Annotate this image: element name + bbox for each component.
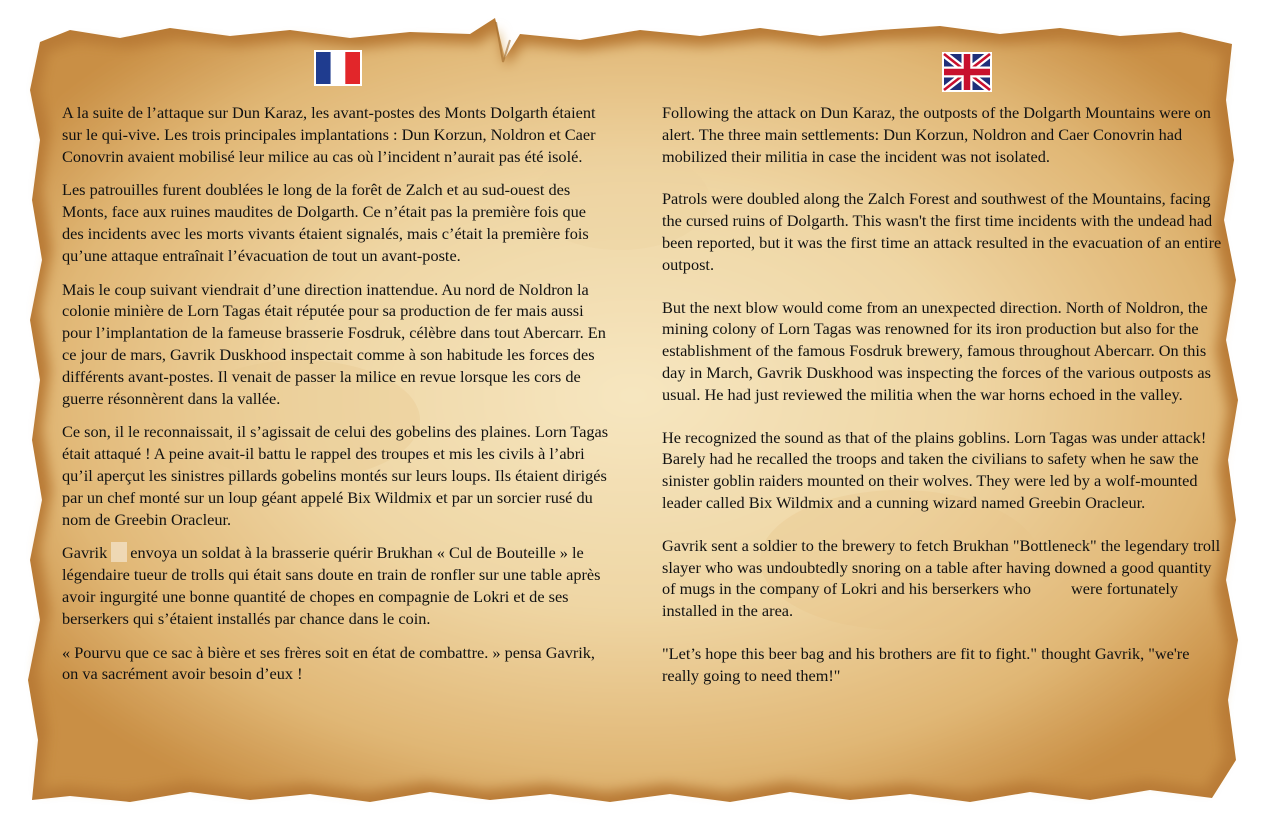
french-flag-icon xyxy=(314,50,362,86)
english-paragraph-3: But the next blow would come from an unexpected direction. North of Noldron, the mining colony of Lorn Tagas was renowned for its iron production but also for the establishment of the famous Fosdruk brewery, famous throughout Abercarr. On this day in March, Gavrik Duskhood was inspecting the forces of the various outposts as usual. He had just reviewed the militia when the war horns echoed in the valley. xyxy=(662,297,1211,404)
french-paragraph-3: Mais le coup suivant viendrait d’une direction inattendue. Au nord de Noldron la colonie minière de Lorn Tagas était réputée pour sa production de fer mais aussi pour l’implantation de la fameuse brasserie Fosdruk, célèbre dans tout Abercarr. En ce jour de mars, Gavrik Duskhood inspectait comme à son habitude les forces des différents avant-postes. Il venait de passer la milice en revue lorsque les cors de guerre résonnèrent dans la vallée. xyxy=(62,279,606,408)
french-paragraph-6: « Pourvu que ce sac à bière et ses frères soit en état de combattre. » pensa Gavrik, on va sacrément avoir besoin d’eux ! xyxy=(62,642,596,684)
english-paragraph-4: He recognized the sound as that of the plains goblins. Lorn Tagas was under attack! Barely had he recalled the troops and taken the civilians to safety when he saw the sinister goblin raiders mounted on their wolves. They were led by a wolf-mounted leader called Bix Wildmix and a cunning wizard named Greebin Oracleur. xyxy=(662,427,1207,512)
english-paragraph-1: Following the attack on Dun Karaz, the outposts of the Dolgarth Mountains were on alert. The three main settlements: Dun Korzun, Noldron and Caer Conovrin had mobilized their militia in case the incident was not isolated. xyxy=(662,103,1211,166)
french-paragraph-5-start: Gavrik xyxy=(62,543,108,563)
french-text-column xyxy=(62,102,610,697)
french-paragraph-5-rest: envoya un soldat à la brasserie quérir Brukhan « Cul de Bouteille » le légendaire tueur de trolls qui était sans doute en train de ronfler sur une table après avoir ingurgité une bonne quantité de chopes en compagnie de Lokri et de ses berserkers qui s’étaient installés par chance dans le coin. xyxy=(62,543,601,628)
flag-red-band xyxy=(345,52,360,84)
english-paragraph-2: Patrols were doubled along the Zalch Forest and southwest of the Mountains, facing the cursed ruins of Dolgarth. This wasn't the first time incidents with the undead had been reported, but it was the first time an attack resulted in the evacuation of an entire outpost. xyxy=(662,189,1222,274)
uk-flag-icon xyxy=(942,52,992,92)
flag-white-band xyxy=(331,52,346,84)
french-paragraph-2: Les patrouilles furent doublées le long de la forêt de Zalch et au sud-ouest des Monts, face aux ruines maudites de Dolgarth. Ce n’était pas la première fois que des incidents avec les morts vivants étaient signalés, mais c’était la première fois qu’une attaque entraînait l’évacuation de tout un avant-poste. xyxy=(62,180,589,265)
french-paragraph-4: Ce son, il le reconnaissait, il s’agissait de celui des gobelins des plaines. Lorn Tagas était attaqué ! A peine avait-il battu le rappel des troupes et mis les civils à l’abri qu’il aperçut les sinistres pillards gobelins montés sur leurs loups. Ils étaient dirigés par un chef monté sur un loup géant appelé Bix Wildmix et par un sorcier rusé du nom de Greebin Oracleur. xyxy=(62,422,609,529)
english-paragraph-5 xyxy=(662,535,1222,622)
flag-blue-band xyxy=(316,52,331,84)
english-paragraph-5-rest: were fortunately installed in the area. xyxy=(662,579,1179,621)
french-paragraph-5 xyxy=(62,542,610,629)
english-paragraph-5-start: Gavrik sent a soldier to the brewery to fetch Brukhan "Bottleneck" the legendary troll slayer who was undoubtedly snoring on a table after having downed a good quantity of mugs in the company of Lokri and his berserkers who xyxy=(662,535,1221,599)
english-text-column xyxy=(662,102,1222,708)
french-paragraph-1: A la suite de l’attaque sur Dun Karaz, les avant-postes des Monts Dolgarth étaient sur le qui-vive. Les trois principales implantations : Dun Korzun, Noldron et Caer Conovrin avaient mobilisé leur milice au cas où l’incident n’aurait pas été isolé. xyxy=(62,103,596,166)
english-paragraph-6: "Let’s hope this beer bag and his brothers are fit to fight." thought Gavrik, "we're really going to need them!" xyxy=(662,643,1190,685)
french-paragraph-5-gap xyxy=(111,542,127,562)
